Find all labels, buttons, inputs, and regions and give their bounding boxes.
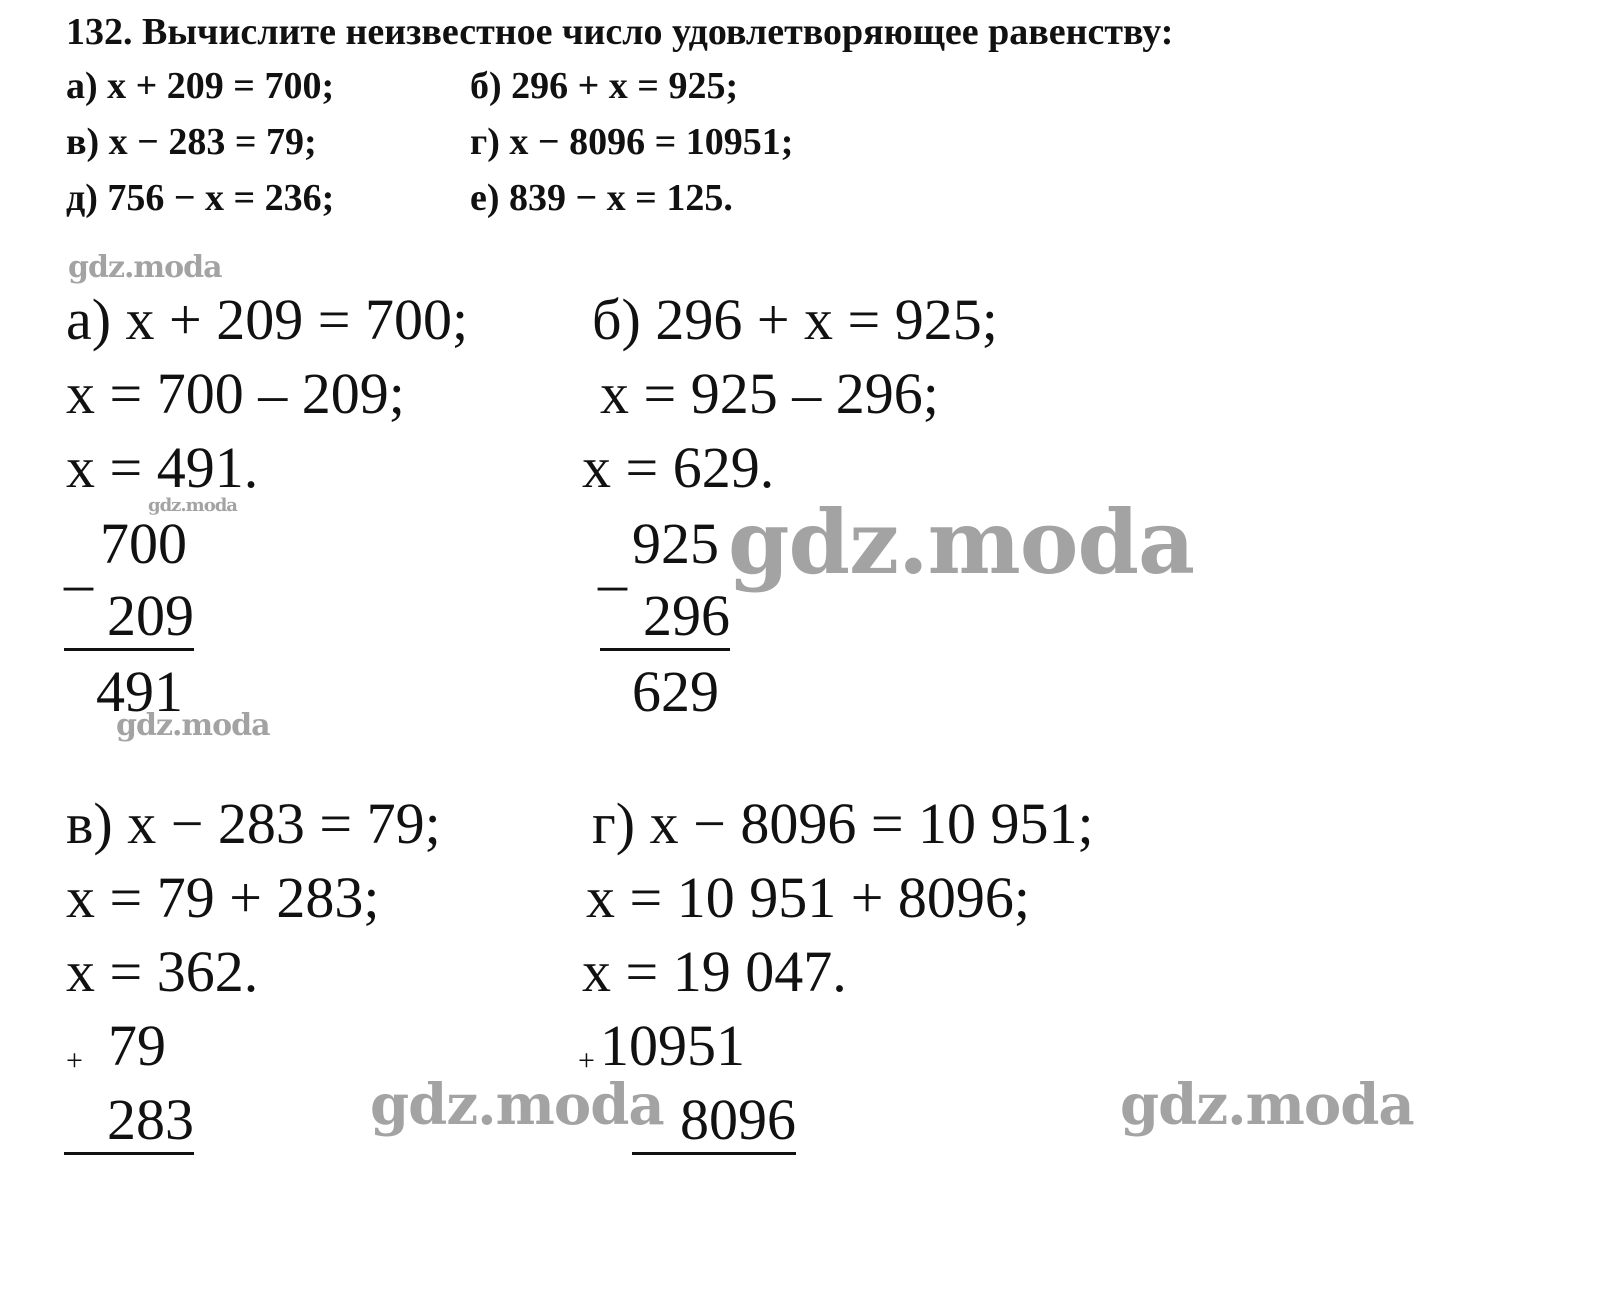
watermark-6: gdz.moda bbox=[1120, 1072, 1414, 1138]
solution-b-step: x = 925 – 296; bbox=[600, 361, 939, 426]
solution-g-bottom: 8096 bbox=[632, 1088, 796, 1155]
problem-item-e: е) 839 − x = 125. bbox=[470, 177, 733, 219]
solution-a-result: x = 491. bbox=[66, 435, 259, 500]
solution-v-equation: в) x − 283 = 79; bbox=[66, 791, 441, 856]
solution-a-equation: а) x + 209 = 700; bbox=[66, 287, 469, 352]
watermark-5: gdz.moda bbox=[370, 1072, 664, 1138]
solution-a-step: x = 700 – 209; bbox=[66, 361, 405, 426]
solution-v-top: 79 bbox=[108, 1013, 166, 1078]
solution-b-minus-sign: _ bbox=[598, 531, 627, 596]
problem-title: 132. Вычислите неизвестное число удовлетворяющее равенству: bbox=[66, 11, 1174, 53]
problem-item-b: б) 296 + x = 925; bbox=[470, 65, 739, 107]
solution-v-plus-sign: + bbox=[66, 1044, 83, 1077]
solution-a-minus-sign: _ bbox=[64, 531, 93, 596]
watermark-2: gdz.moda bbox=[148, 495, 237, 516]
solution-b-bottom: 296 bbox=[600, 584, 730, 651]
watermark-1: gdz.moda bbox=[68, 250, 222, 285]
solution-g-top: 10951 bbox=[600, 1013, 745, 1078]
problem-item-v: в) x − 283 = 79; bbox=[66, 121, 317, 163]
solution-v-bottom: 283 bbox=[64, 1088, 194, 1155]
solution-b-result: x = 629. bbox=[582, 435, 775, 500]
solution-v-step: x = 79 + 283; bbox=[66, 865, 380, 930]
problem-item-d: д) 756 − x = 236; bbox=[66, 177, 335, 219]
solution-b-equation: б) 296 + x = 925; bbox=[592, 287, 998, 352]
watermark-4: gdz.moda bbox=[116, 708, 270, 743]
solution-v-result: x = 362. bbox=[66, 939, 259, 1004]
solution-b-top: 925 bbox=[632, 511, 719, 576]
solution-g-plus-sign: + bbox=[578, 1044, 595, 1077]
solution-g-result: x = 19 047. bbox=[582, 939, 847, 1004]
solution-g-step: x = 10 951 + 8096; bbox=[586, 865, 1031, 930]
solution-b-answer: 629 bbox=[632, 659, 719, 724]
watermark-3: gdz.moda bbox=[728, 490, 1195, 594]
solution-g-equation: г) x − 8096 = 10 951; bbox=[592, 791, 1094, 856]
solution-a-top: 700 bbox=[100, 511, 187, 576]
solution-a-answer: 491 bbox=[96, 659, 183, 724]
problem-item-g: г) x − 8096 = 10951; bbox=[470, 121, 794, 163]
problem-item-a: а) x + 209 = 700; bbox=[66, 65, 335, 107]
solution-a-bottom: 209 bbox=[64, 584, 194, 651]
